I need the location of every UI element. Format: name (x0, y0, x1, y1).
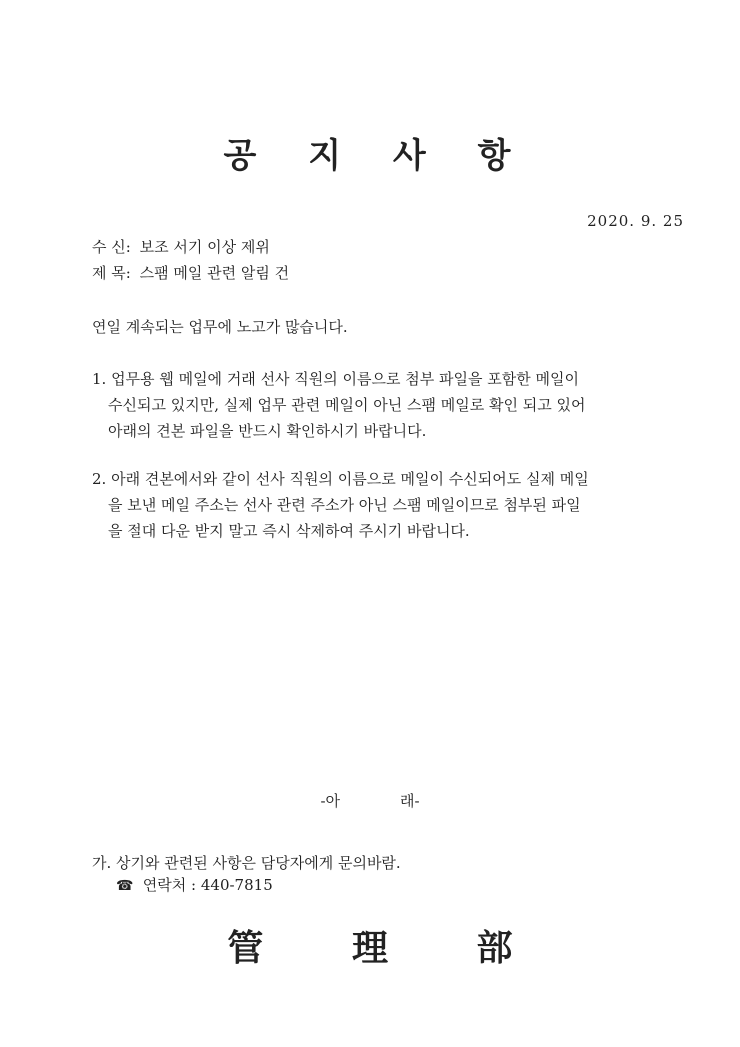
item-line: 수신되고 있지만, 실제 업무 관련 메일이 아닌 스팸 메일로 확인 되고 있어 (108, 396, 586, 414)
contact-number: 440-7815 (200, 876, 273, 894)
contact-line (116, 874, 273, 895)
department-char: 理 (351, 927, 388, 969)
attachment-heading-right: 래- (400, 792, 420, 810)
subject-line (92, 262, 289, 283)
item-line: 아래의 견본 파일을 반드시 확인하시기 바랍니다. (108, 422, 427, 440)
document-date: 2020. 9. 25 (587, 212, 684, 230)
telephone-icon: ☎ (116, 878, 134, 894)
recipient-label: 수 신: (92, 238, 131, 256)
department-char: 部 (476, 927, 513, 969)
document-title: 공 지 사 항 (223, 136, 531, 176)
item-line: 1. 업무용 웹 메일에 거래 선사 직원의 이름으로 첨부 파일을 포함한 메일이 (92, 370, 579, 388)
greeting-text: 연일 계속되는 업무에 노고가 많습니다. (92, 318, 348, 336)
footnote-text: 가. 상기와 관련된 사항은 담당자에게 문의바람. (92, 854, 401, 872)
notice-item-1 (92, 366, 682, 444)
item-line: 2. 아래 견본에서와 같이 선사 직원의 이름으로 메일이 수신되어도 실제 메일 (92, 470, 589, 488)
item-line: 을 절대 다운 받지 말고 즉시 삭제하여 주시기 바랍니다. (108, 522, 470, 540)
contact-label: 연락처 : (142, 876, 197, 894)
attachment-heading-left: -아 (320, 792, 340, 810)
department-char: 管 (227, 927, 264, 969)
department-signature (0, 920, 740, 971)
subject-label: 제 목: (92, 264, 131, 282)
item-line: 을 보낸 메일 주소는 선사 관련 주소가 아닌 스팸 메일이므로 첨부된 파일 (108, 496, 581, 514)
attachment-heading (0, 790, 740, 811)
recipient-value: 보조 서기 이상 제위 (139, 238, 270, 256)
recipient-line (92, 236, 270, 257)
subject-value: 스팸 메일 관련 알림 건 (139, 264, 290, 282)
notice-item-2 (92, 466, 682, 544)
